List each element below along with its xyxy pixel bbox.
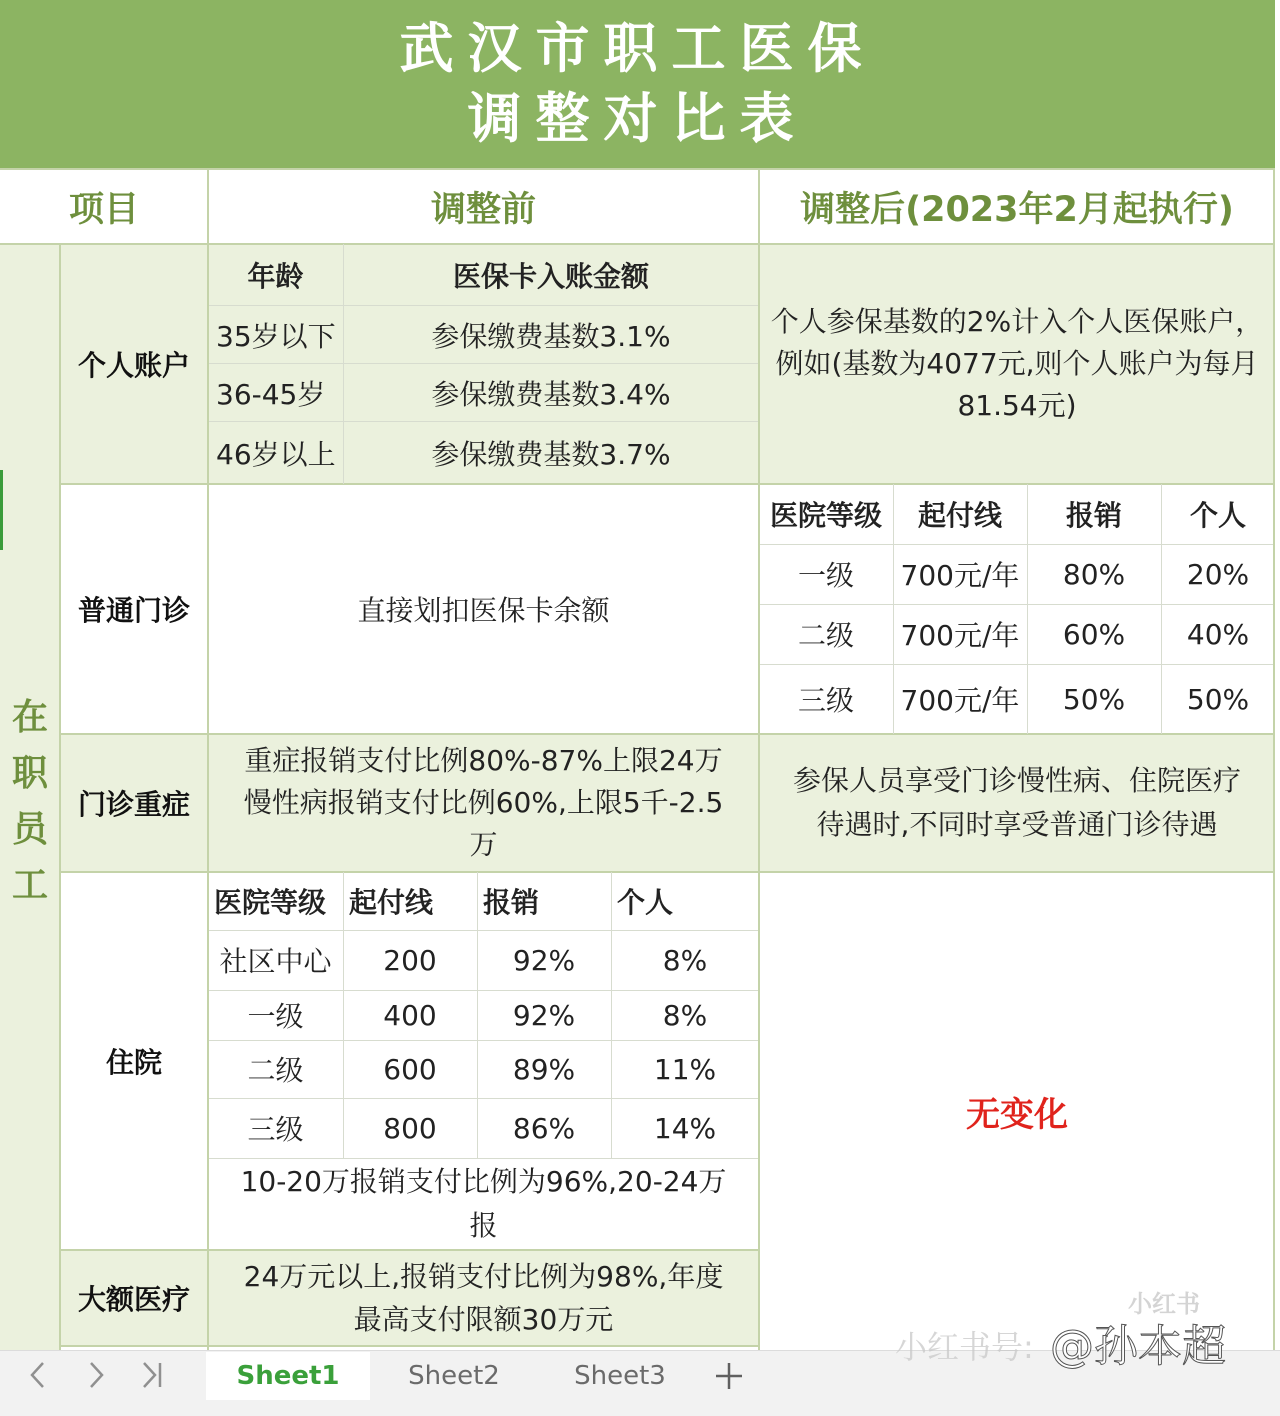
age-cell[interactable]: 46岁以上 [216, 438, 336, 471]
grid-line [59, 244, 61, 1350]
grid-line [0, 168, 1275, 170]
category-char: 工 [11, 865, 48, 906]
category-char: 职 [11, 753, 48, 794]
plus-icon[interactable] [706, 1352, 752, 1400]
hosp-cell[interactable]: 社区中心 [219, 945, 332, 978]
grid-line [208, 305, 759, 306]
grid-line [1027, 484, 1028, 734]
header-item[interactable]: 项目 [68, 190, 139, 230]
after-no-change[interactable]: 无变化 [966, 1094, 1068, 1135]
outpatient-cell[interactable]: 80% [1062, 557, 1126, 591]
hosp-cell[interactable]: 86% [512, 1111, 576, 1145]
serious-after-line: 参保人员享受门诊慢性病、住院医疗 [792, 764, 1241, 797]
hosp-note-line: 10-20万报销支付比例为96%,20-24万 [240, 1165, 727, 1198]
serious-before-line: 万 [469, 828, 498, 861]
header-after[interactable]: 调整后(2023年2月起执行) [800, 190, 1234, 230]
hosp-cell[interactable]: 92% [512, 998, 576, 1032]
last-sheet-icon[interactable] [132, 1352, 172, 1398]
hosp-cell[interactable]: 89% [512, 1052, 576, 1086]
grid-line [759, 544, 1275, 545]
tab-sheet3[interactable]: Sheet3 [574, 1361, 666, 1391]
grid-line [60, 1249, 759, 1251]
hosp-cell[interactable]: 14% [653, 1111, 717, 1145]
outpatient-cell[interactable]: 50% [1186, 682, 1250, 716]
row-label-outpatient[interactable]: 普通门诊 [77, 594, 190, 627]
grid-line [208, 421, 759, 422]
outpatient-cell[interactable]: 700元/年 [900, 684, 1020, 717]
grid-line [60, 1345, 759, 1347]
outpatient-cell[interactable]: 60% [1062, 617, 1126, 651]
outpatient-serious-after[interactable] [759, 734, 1275, 872]
grid-line [611, 872, 612, 1158]
selection-marker [0, 470, 3, 550]
category-char: 在 [11, 697, 48, 738]
amount-cell[interactable]: 参保缴费基数3.4% [431, 378, 671, 411]
hospitalization-note[interactable] [208, 1158, 759, 1250]
chevron-right-icon[interactable] [76, 1352, 116, 1398]
row-label-personal-account[interactable]: 个人账户 [60, 244, 208, 484]
category-char: 员 [11, 809, 48, 850]
outpatient-before[interactable]: 直接划扣医保卡余额 [357, 594, 610, 627]
grid-line [343, 872, 344, 1158]
outpatient-cell[interactable]: 一级 [797, 559, 854, 592]
grid-line [759, 604, 1275, 605]
outpatient-serious-before[interactable] [208, 734, 759, 872]
hosp-note-line: 报 [469, 1209, 498, 1242]
hosp-cell[interactable]: 200 [383, 943, 437, 977]
col-amount-header[interactable]: 医保卡入账金额 [452, 260, 649, 293]
watermark-logo: 小红书 [1128, 1290, 1200, 1318]
hosp-cell[interactable]: 11% [653, 1052, 717, 1086]
hosp-col-threshold[interactable]: 起付线 [349, 886, 434, 919]
hosp-col-level[interactable]: 医院等级 [214, 886, 327, 919]
hosp-cell[interactable]: 400 [383, 998, 437, 1032]
outpatient-cell[interactable]: 二级 [797, 619, 854, 652]
title-banner [0, 0, 1275, 168]
hosp-cell[interactable]: 二级 [247, 1054, 304, 1087]
grid-line [60, 483, 1275, 485]
age-cell[interactable]: 35岁以下 [216, 320, 336, 353]
hosp-cell[interactable]: 600 [383, 1052, 437, 1086]
grid-line [1273, 168, 1275, 1350]
grid-line [60, 733, 1275, 735]
row-label-hospitalization[interactable]: 住院 [105, 1046, 162, 1079]
grid-line [208, 1040, 759, 1041]
tab-sheet2[interactable]: Sheet2 [408, 1361, 500, 1391]
major-medical-before[interactable] [208, 1250, 759, 1346]
grid-line [758, 168, 760, 1350]
outpatient-col-personal[interactable]: 个人 [1189, 499, 1246, 532]
outpatient-cell[interactable]: 700元/年 [900, 559, 1020, 592]
hosp-cell[interactable]: 92% [512, 943, 576, 977]
age-cell[interactable]: 36-45岁 [216, 378, 326, 411]
grid-line [759, 664, 1275, 665]
grid-line [893, 484, 894, 734]
grid-line [208, 363, 759, 364]
row-label-outpatient-serious[interactable]: 门诊重症 [60, 734, 208, 872]
header-before[interactable]: 调整前 [430, 190, 536, 230]
hosp-cell[interactable]: 8% [662, 943, 708, 977]
outpatient-cell[interactable]: 三级 [797, 684, 854, 717]
hosp-cell[interactable]: 800 [383, 1111, 437, 1145]
hosp-col-personal[interactable]: 个人 [617, 886, 674, 919]
outpatient-col-threshold[interactable]: 起付线 [917, 499, 1002, 532]
category-label [0, 690, 60, 914]
grid-line [208, 1098, 759, 1099]
title-line-2: 调整对比表 [467, 87, 808, 150]
hosp-cell[interactable]: 一级 [247, 1000, 304, 1033]
grid-line [477, 872, 478, 1158]
amount-cell[interactable]: 参保缴费基数3.1% [431, 320, 671, 353]
grid-line [0, 243, 1275, 245]
major-medical-line: 24万元以上,报销支付比例为98%,年度 [243, 1260, 724, 1293]
serious-before-line: 慢性病报销支付比例60%,上限5千-2.5 [243, 786, 724, 819]
grid-line [208, 930, 759, 931]
grid-line [207, 168, 209, 1350]
grid-line [208, 990, 759, 991]
watermark-text: 小红书号: [895, 1328, 1034, 1366]
outpatient-cell[interactable]: 50% [1062, 682, 1126, 716]
watermark-handle: @孙本超 [1050, 1321, 1226, 1372]
grid-line [208, 1158, 759, 1159]
row-label-major-medical[interactable]: 大额医疗 [60, 1250, 208, 1346]
outpatient-col-reimburse[interactable]: 报销 [1065, 499, 1122, 532]
title-line-1: 武汉市职工医保 [399, 17, 876, 80]
major-medical-line: 最高支付限额30万元 [353, 1303, 614, 1336]
col-age-header[interactable]: 年龄 [247, 260, 304, 293]
outpatient-cell[interactable]: 40% [1186, 617, 1250, 651]
hosp-cell[interactable]: 三级 [247, 1113, 304, 1146]
chevron-left-icon[interactable] [18, 1352, 58, 1398]
serious-before-line: 重症报销支付比例80%-87%上限24万 [244, 744, 723, 777]
grid-line [343, 244, 344, 484]
outpatient-cell[interactable]: 700元/年 [900, 619, 1020, 652]
tab-sheet1[interactable]: Sheet1 [206, 1352, 370, 1400]
outpatient-cell[interactable]: 20% [1186, 557, 1250, 591]
outpatient-col-level[interactable]: 医院等级 [769, 499, 882, 532]
hosp-cell[interactable]: 8% [662, 998, 708, 1032]
serious-after-line: 待遇时,不同时享受普通门诊待遇 [816, 808, 1218, 841]
grid-line [1161, 484, 1162, 734]
amount-cell[interactable]: 参保缴费基数3.7% [431, 438, 671, 471]
hosp-col-reimburse[interactable]: 报销 [483, 886, 540, 919]
personal-account-after[interactable]: 个人参保基数的2%计入个人医保账户，例如(基数为4077元,则个人账户为每月81.54元) [759, 244, 1275, 484]
grid-line [60, 871, 1275, 873]
